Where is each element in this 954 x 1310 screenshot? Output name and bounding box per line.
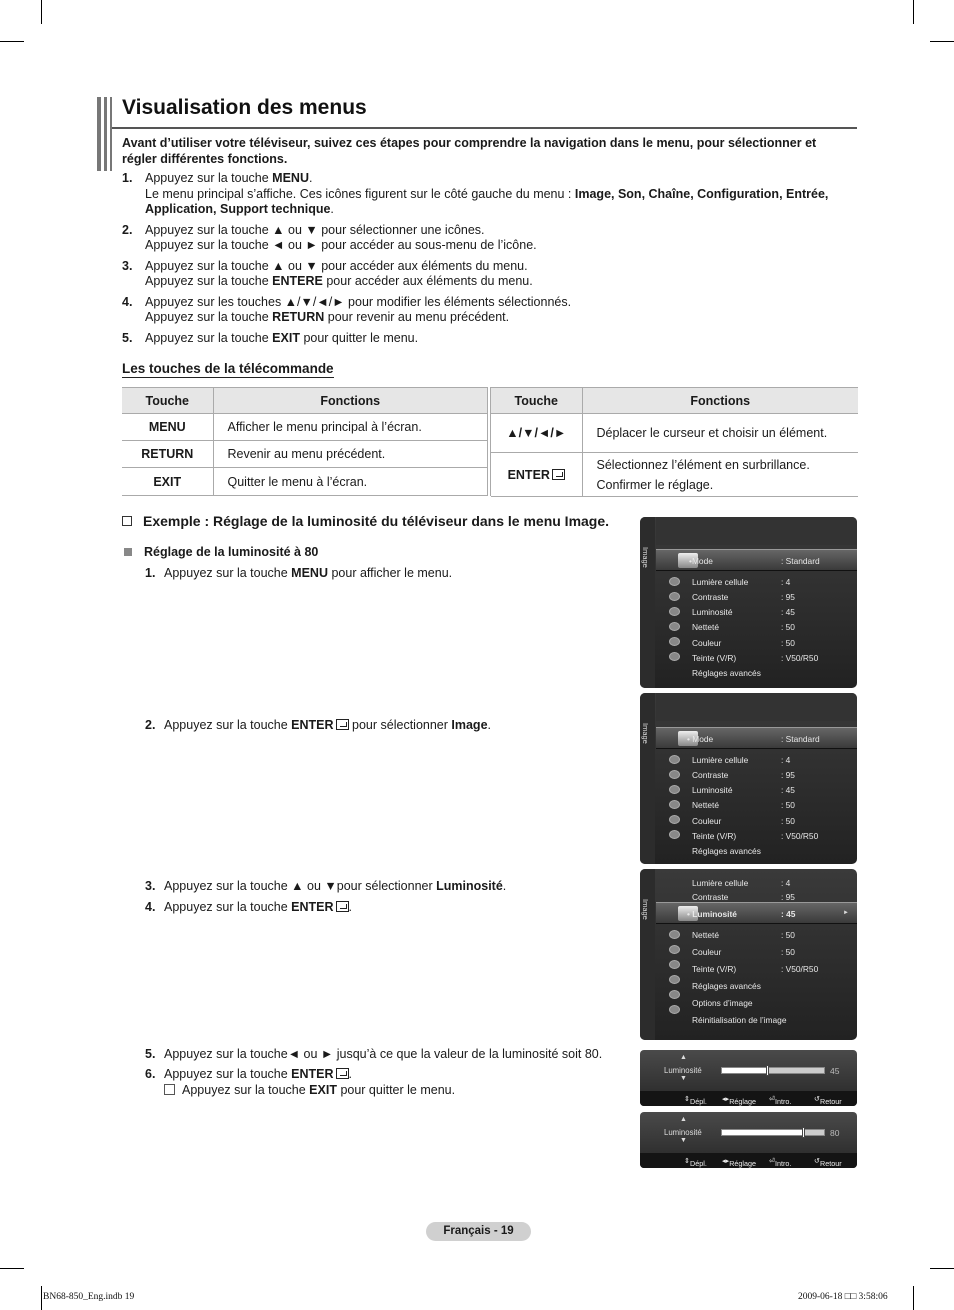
- menu-item[interactable]: Netteté: [692, 930, 720, 940]
- crop-mark: [0, 1268, 24, 1269]
- page-number: Français - 19: [426, 1222, 531, 1241]
- crop-mark: [41, 1286, 42, 1310]
- enter-icon: [552, 469, 565, 480]
- example-heading: Exemple : Réglage de la luminosité du téléviseur dans le menu Image.: [122, 513, 609, 529]
- ex-note: Appuyez sur la touche EXIT pour quitter le menu.: [164, 1083, 455, 1098]
- sub-heading: Réglage de la luminosité à 80: [124, 545, 318, 559]
- menu-item[interactable]: Netteté: [692, 800, 720, 810]
- ex-step-5: 5. Appuyez sur la touche◄ ou ► jusqu’à ce que la valeur de la luminosité soit 80.: [145, 1047, 603, 1061]
- menu-item[interactable]: Couleur: [692, 638, 722, 648]
- remote-table-right: Touche Fonctions ▲/▼/◄/► Déplacer le curseur et choisir un élément. ENTER Sélectionnez l’élément en surbrillance. Confirmer le réglage.: [491, 387, 858, 497]
- input-icon: [669, 622, 680, 631]
- menu-item[interactable]: Réglages avancés: [692, 668, 761, 678]
- adjust-hint: ◂▸ Réglage: [722, 1156, 756, 1168]
- slider-fill: [722, 1130, 804, 1135]
- crop-mark: [41, 0, 42, 24]
- ex-step-4: 4. Appuyez sur la touche ENTER .: [145, 900, 353, 914]
- arrow-up-icon: ▲: [680, 1054, 687, 1061]
- slider-fill: [722, 1068, 768, 1073]
- move-hint: ⇕ Dépl.: [684, 1156, 707, 1168]
- return-hint: ↺ Retour: [814, 1156, 842, 1168]
- crop-mark: [913, 0, 914, 24]
- input-icon: [669, 975, 680, 984]
- crop-mark: [930, 1268, 954, 1269]
- menu-item[interactable]: Luminosité: [692, 607, 733, 617]
- page-title: Visualisation des menus: [122, 96, 367, 119]
- slider-knob[interactable]: [802, 1127, 805, 1138]
- remote-heading: Les touches de la télécommande: [122, 361, 334, 376]
- menu-item[interactable]: Réglages avancés: [692, 846, 761, 856]
- sound-icon: [669, 930, 680, 939]
- menu-item[interactable]: •Mode: [689, 556, 713, 566]
- step-2: 2. Appuyez sur la touche ▲ ou ▼ pour sélectionner une icônes. Appuyez sur la touche ◄ ou ► pour accéder au sous-menu de l’icône.: [122, 222, 537, 252]
- step-3: 3. Appuyez sur la touche ▲ ou ▼ pour accéder aux éléments du menu. Appuyez sur la touche ENTERE pour accéder aux éléments du menu.: [122, 258, 533, 288]
- enter-icon: [336, 901, 349, 912]
- menu-item[interactable]: Couleur: [692, 947, 722, 957]
- menu-item[interactable]: Lumière cellule: [692, 755, 749, 765]
- application-icon: [669, 815, 680, 824]
- support-icon: [669, 1005, 680, 1014]
- menu-item[interactable]: Teinte (V/R): [692, 831, 737, 841]
- slider-footer: [640, 1153, 857, 1168]
- brightness-slider-45: ▲ Luminosité ▼ 45 ⇕ Dépl. ◂▸ Réglage ⏎ Intro. ↺ Retour: [640, 1050, 857, 1106]
- footer-file: BN68-850_Eng.indb 19: [43, 1292, 135, 1302]
- step-5: 5. Appuyez sur la touche EXIT pour quitter le menu.: [122, 330, 419, 345]
- menu-item[interactable]: Contraste: [692, 770, 729, 780]
- ex-step-2: 2. Appuyez sur la touche ENTER pour sélectionner Image.: [145, 718, 492, 732]
- channel-icon: [669, 945, 680, 954]
- remote-table-left: Touche Fonctions MENU Afficher le menu principal à l’écran. RETURN Revenir au menu précédent. EXIT Quitter le menu à l’écran.: [122, 387, 487, 496]
- menu-item[interactable]: Contraste: [692, 892, 729, 902]
- enter-hint: ⏎ Intro.: [769, 1094, 792, 1106]
- channel-icon: [669, 770, 680, 779]
- ex-step-3: 3. Appuyez sur la touche ▲ ou ▼pour sélectionner Luminosité.: [145, 879, 507, 893]
- arrow-down-icon: ▼: [680, 1137, 687, 1144]
- enter-hint: ⏎ Intro.: [769, 1156, 792, 1168]
- tv-menu-screen-1: Image •Mode : Standard Lumière cellule : 4 Contraste : 95 Luminosité : 45 Netteté : 50 Couleur : 50 Teinte (V/R) : V50/R50 Réglages avancés: [640, 517, 857, 688]
- move-hint: ⇕ Dépl.: [684, 1094, 707, 1106]
- setup-icon: [669, 960, 680, 969]
- sound-icon: [669, 577, 680, 586]
- menu-item[interactable]: Teinte (V/R): [692, 653, 737, 663]
- note-icon: [164, 1084, 175, 1095]
- footer-date: 2009-06-18 □□ 3:58:06: [798, 1292, 888, 1302]
- step-4: 4. Appuyez sur les touches ▲/▼/◄/► pour modifier les éléments sélectionnés. Appuyez sur la touche RETURN pour revenir au menu précédent.: [122, 294, 572, 324]
- menu-item[interactable]: • Mode: [687, 734, 714, 744]
- menu-item[interactable]: Options d’image: [692, 998, 753, 1008]
- arrow-right-icon: ►: [843, 910, 849, 916]
- sound-icon: [669, 755, 680, 764]
- crop-mark: [0, 41, 24, 42]
- menu-item[interactable]: Contraste: [692, 592, 729, 602]
- slider-track[interactable]: [721, 1129, 825, 1136]
- enter-icon: [336, 719, 349, 730]
- menu-item[interactable]: Teinte (V/R): [692, 964, 737, 974]
- ex-step-1: 1. Appuyez sur la touche MENU pour afficher le menu.: [145, 566, 453, 580]
- application-icon: [669, 990, 680, 999]
- title-rule: [112, 127, 857, 129]
- menu-item[interactable]: Lumière cellule: [692, 878, 749, 888]
- tv-menu-screen-3: Image Lumière cellule : 4 Contraste : 95 • Luminosité : 45 ► Netteté : 50 Couleur : 50 Teinte (V/R) : V50/R50 Réglages avancés Options d’image Réinitialisation de l’image: [640, 869, 857, 1040]
- slider-track[interactable]: [721, 1067, 825, 1074]
- slider-knob[interactable]: [766, 1065, 769, 1076]
- arrow-up-icon: ▲: [680, 1116, 687, 1123]
- menu-item[interactable]: Réinitialisation de l’image: [692, 1015, 787, 1025]
- menu-item[interactable]: Réglages avancés: [692, 981, 761, 991]
- setup-icon: [669, 607, 680, 616]
- channel-icon: [669, 592, 680, 601]
- crop-mark: [930, 41, 954, 42]
- brightness-slider-80: ▲ Luminosité ▼ 80 ⇕ Dépl. ◂▸ Réglage ⏎ Intro. ↺ Retour: [640, 1112, 857, 1168]
- slider-footer: [640, 1091, 857, 1106]
- menu-item-selected[interactable]: • Luminosité: [687, 909, 737, 919]
- menu-item[interactable]: Couleur: [692, 816, 722, 826]
- crop-mark: [913, 1286, 914, 1310]
- menu-item[interactable]: Netteté: [692, 622, 720, 632]
- menu-item[interactable]: Lumière cellule: [692, 577, 749, 587]
- tv-menu-screen-2: Image • Mode : Standard Lumière cellule : 4 Contraste : 95 Luminosité : 45 Netteté : 50 Couleur : 50 Teinte (V/R) : V50/R50 Réglages avancés: [640, 693, 857, 864]
- checkbox-icon: [122, 516, 132, 526]
- steps-list: [122, 171, 852, 351]
- bullet-square-icon: [124, 548, 132, 556]
- support-icon: [669, 830, 680, 839]
- support-icon: [669, 652, 680, 661]
- menu-item[interactable]: Luminosité: [692, 785, 733, 795]
- ex-step-6: 6. Appuyez sur la touche ENTER .: [145, 1067, 353, 1081]
- application-icon: [669, 637, 680, 646]
- adjust-hint: ◂▸ Réglage: [722, 1094, 756, 1106]
- enter-icon: [336, 1068, 349, 1079]
- return-hint: ↺ Retour: [814, 1094, 842, 1106]
- step-1: 1. Appuyez sur la touche MENU. Le menu principal s’affiche. Ces icônes figurent sur le côté gauche du menu : Image, Son, Chaîne, Configuration, Entrée, Application, Support technique.: [122, 171, 829, 216]
- setup-icon: [669, 785, 680, 794]
- intro-text: Avant d’utiliser votre téléviseur, suivez ces étapes pour comprendre la navigation dans le menu, pour sélectionner et régler différentes fonctions.: [122, 136, 817, 166]
- input-icon: [669, 800, 680, 809]
- arrow-down-icon: ▼: [680, 1075, 687, 1082]
